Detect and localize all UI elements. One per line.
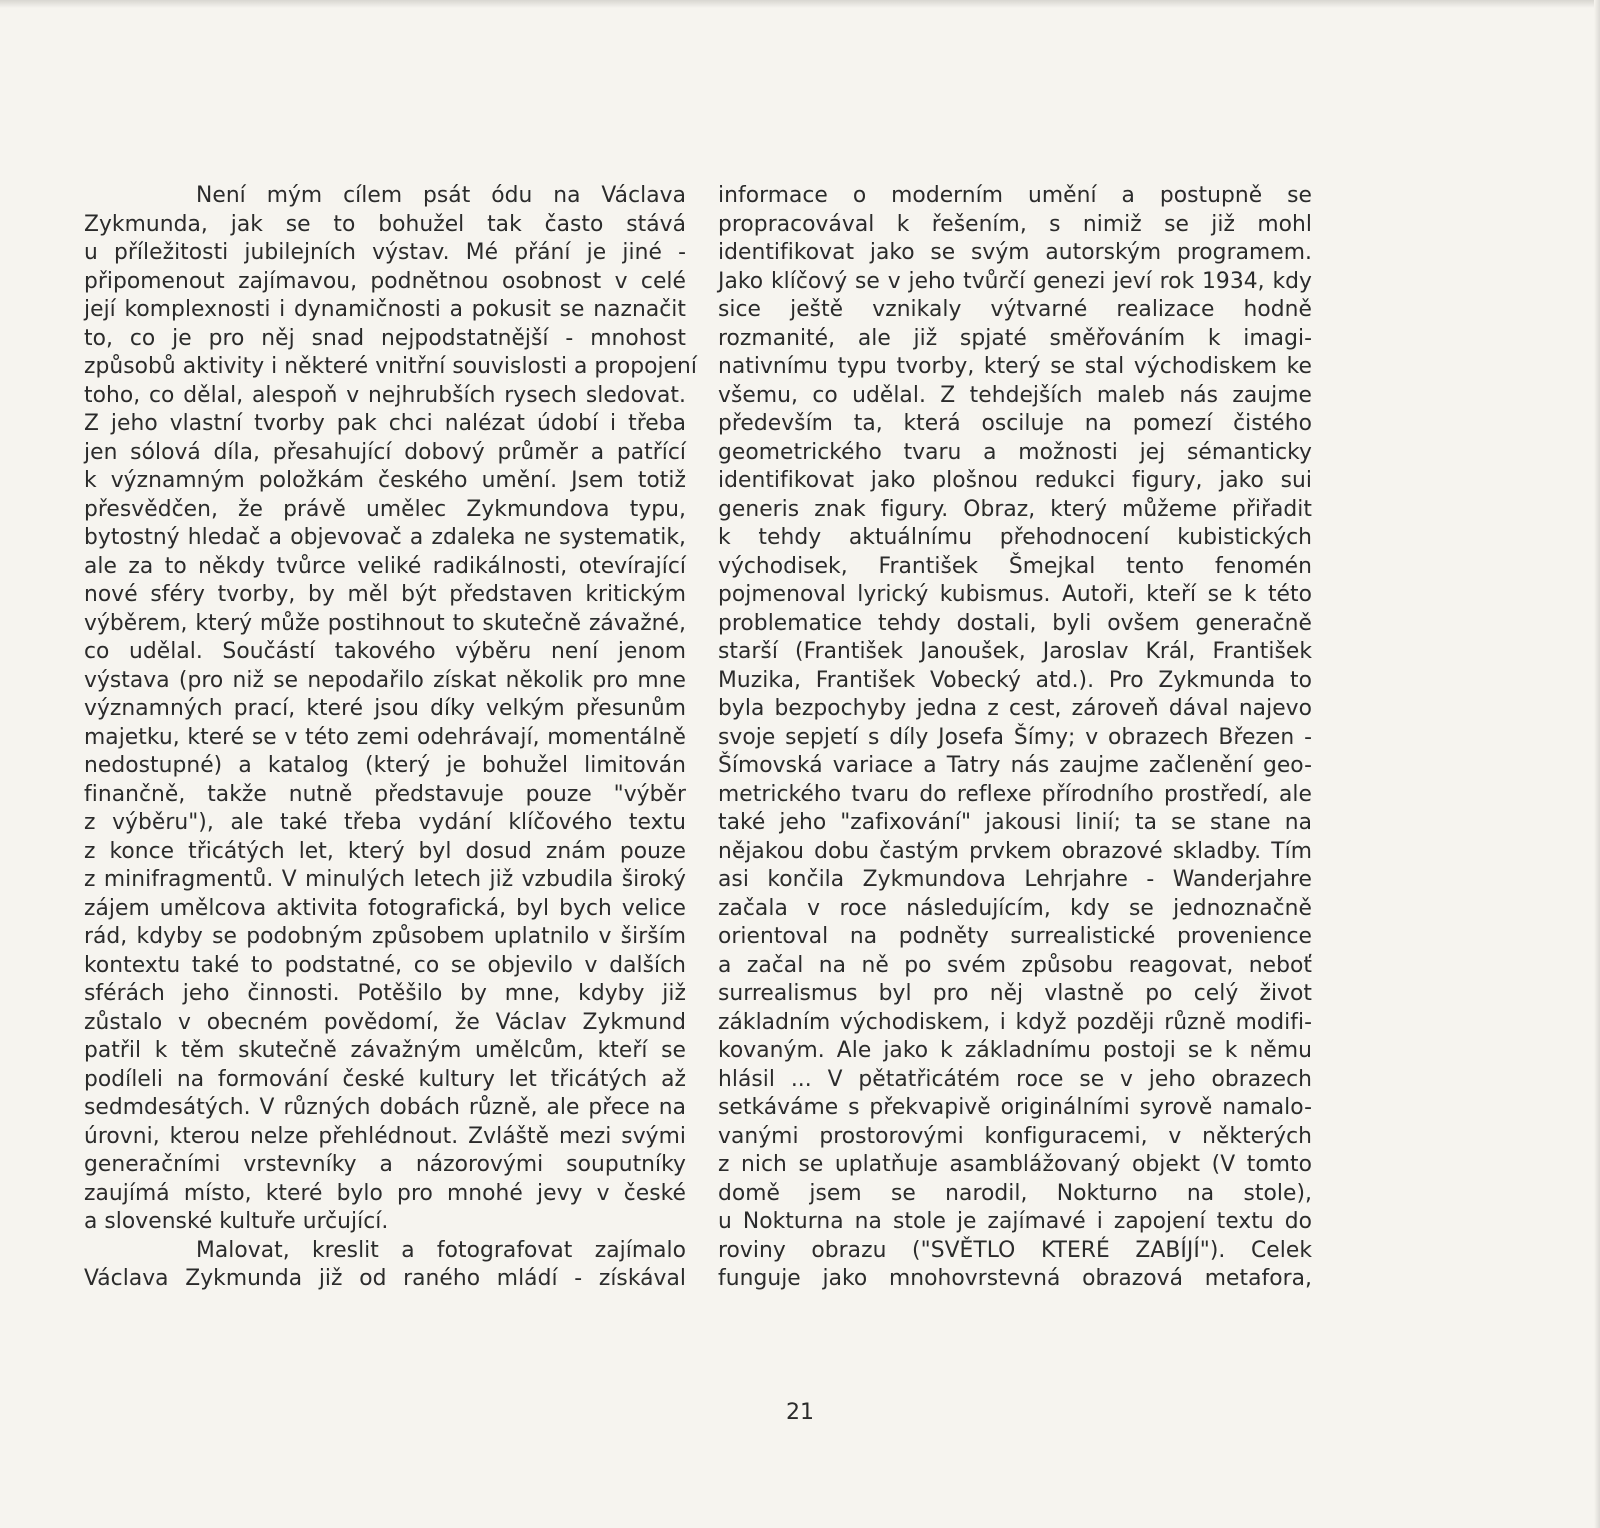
- text-line: starší (František Janoušek, Jaroslav Král, František: [718, 639, 1312, 664]
- text-line: nové sféry tvorby, by měl být představen kritickým: [84, 582, 686, 607]
- text-line: roviny obrazu ("SVĚTLO KTERÉ ZABÍJÍ"). Celek: [718, 1237, 1312, 1263]
- text-line: asi končila Zykmundova Lehrjahre - Wanderjahre: [718, 867, 1312, 892]
- text-line: co udělal. Součástí takového výběru není jenom: [84, 639, 686, 664]
- text-line: základním východiskem, i když později různě modifi-: [718, 1009, 1312, 1035]
- text-line: její komplexnosti i dynamičnosti a pokusit se naznačit: [84, 297, 686, 322]
- text-line: začala v roce následujícím, kdy se jednoznačně: [718, 895, 1312, 921]
- text-line: především ta, která osciluje na pomezí čistého: [718, 411, 1312, 436]
- text-line: to, co je pro něj snad nejpodstatnější - mnohost: [84, 325, 686, 351]
- text-line: kovaným. Ale jako k základnímu postoji se k němu: [718, 1038, 1312, 1063]
- text-line: Šímovská variace a Tatry nás zaujme začlenění geo-: [718, 753, 1312, 778]
- text-line: výstava (pro niž se nepodařilo získat několik pro mne: [84, 667, 686, 693]
- text-line: hlásil ... V pětatřicátém roce se v jeho obrazech: [718, 1066, 1312, 1092]
- text-line: přesvědčen, že právě umělec Zykmundova typu,: [84, 496, 686, 522]
- text-line: metrického tvaru do reflexe přírodního prostředí, ale: [718, 781, 1312, 807]
- text-line: vanými prostorovými konfiguracemi, v některých: [718, 1123, 1312, 1149]
- text-line: propracovával k řešením, s nimiž se již mohl: [718, 211, 1312, 237]
- text-line: z minifragmentů. V minulých letech již vzbudila široký: [84, 867, 686, 892]
- page-top-edge: [0, 0, 1600, 8]
- text-line: Václava Zykmunda již od raného mládí - získával: [84, 1266, 686, 1291]
- text-line: zůstalo v obecném povědomí, že Václav Zykmund: [84, 1009, 686, 1035]
- text-line: identifikovat jako plošnou redukci figury, jako sui: [718, 468, 1312, 493]
- text-line: geometrického tvaru a možnosti jej sémanticky: [718, 439, 1312, 465]
- text-line: generis znak figury. Obraz, který můžeme přiřadit: [718, 496, 1312, 522]
- text-line: toho, co dělal, alespoň v nejhrubších rysech sledovat.: [84, 382, 686, 408]
- page-right-edge: [1594, 0, 1600, 1528]
- text-line: také jeho "zafixování" jakousi linií; ta se stane na: [718, 810, 1312, 835]
- text-line: Jako klíčový se v jeho tvůrčí genezi jeví rok 1934, kdy: [718, 268, 1312, 294]
- text-line: u příležitosti jubilejních výstav. Mé přání je jiné -: [84, 240, 686, 265]
- text-line: orientoval na podněty surrealistické provenience: [718, 924, 1312, 949]
- text-line: Zykmunda, jak se to bohužel tak často stává: [84, 211, 686, 237]
- text-line: kontextu také to podstatné, co se objevilo v dalších: [84, 952, 686, 978]
- text-line: Není mým cílem psát ódu na Václava: [196, 183, 686, 208]
- text-line: připomenout zajímavou, podnětnou osobnost v celé: [84, 268, 686, 294]
- text-line: způsobů aktivity i některé vnitřní souvislosti a propojení: [84, 354, 698, 379]
- text-line: k tehdy aktuálnímu přehodnocení kubistických: [718, 525, 1312, 550]
- right-text-column: [718, 182, 1312, 1294]
- text-line: u Nokturna na stole je zajímavé i zapojení textu do: [718, 1209, 1312, 1234]
- text-line: všemu, co udělal. Z tehdejších maleb nás zaujme: [718, 382, 1312, 408]
- text-line: a začal na ně po svém způsobu reagovat, neboť: [718, 952, 1312, 978]
- text-line: patřil k těm skutečně závažným umělcům, kteří se: [84, 1038, 686, 1063]
- text-line: jen sólová díla, přesahující dobový průměr a patřící: [84, 439, 686, 465]
- text-line: úrovni, kterou nelze přehlédnout. Zvláště mezi svými: [84, 1123, 686, 1149]
- text-line: zájem umělcova aktivita fotografická, byl bych velice: [84, 895, 686, 921]
- text-line: výběrem, který může postihnout to skutečně závažné,: [84, 610, 686, 636]
- text-line: nějakou dobu častým prvkem obrazové skladby. Tím: [718, 838, 1312, 864]
- text-line: Malovat, kreslit a fotografovat zajímalo: [196, 1237, 686, 1263]
- text-line: nedostupné) a katalog (který je bohužel limitován: [84, 753, 686, 778]
- text-line: rozmanité, ale již spjaté směřováním k imagi-: [718, 325, 1312, 351]
- text-line: sice ještě vznikaly výtvarné realizace hodně: [718, 297, 1312, 322]
- text-line: bytostný hledač a objevovač a zdaleka ne systematik,: [84, 525, 686, 550]
- text-line: ale za to někdy tvůrce veliké radikálnosti, otevírající: [84, 553, 686, 579]
- text-line: zaujímá místo, které bylo pro mnohé jevy v české: [84, 1180, 686, 1206]
- text-line: z výběru"), ale také třeba vydání klíčového textu: [84, 810, 686, 835]
- text-line: nativnímu typu tvorby, který se stal východiskem ke: [718, 354, 1312, 379]
- text-line: problematice tehdy dostali, byli ovšem generačně: [718, 610, 1312, 636]
- text-line: surrealismus byl pro něj vlastně po celý život: [718, 981, 1312, 1006]
- left-text-column: [84, 182, 698, 1294]
- text-line: podíleli na formování české kultury let třicátých až: [84, 1066, 686, 1092]
- text-line: funguje jako mnohovrstevná obrazová metafora,: [718, 1266, 1312, 1291]
- text-line: domě jsem se narodil, Nokturno na stole),: [718, 1180, 1312, 1206]
- text-line: východisek, František Šmejkal tento fenomén: [718, 553, 1312, 579]
- text-line: a slovenské kultuře určující.: [84, 1209, 389, 1234]
- text-line: finančně, takže nutně představuje pouze "výběr: [84, 781, 686, 807]
- text-line: informace o moderním umění a postupně se: [718, 183, 1312, 208]
- text-line: významných prací, které jsou díky velkým přesunům: [84, 696, 686, 721]
- text-line: svoje sepjetí s díly Josefa Šímy; v obrazech Březen -: [718, 724, 1312, 750]
- text-line: identifikovat jako se svým autorským programem.: [718, 240, 1312, 265]
- text-line: setkáváme s překvapivě originálními syrově namalo-: [718, 1095, 1312, 1120]
- text-line: z konce třicátých let, který byl dosud znám pouze: [84, 838, 686, 864]
- text-line: Muzika, František Vobecký atd.). Pro Zykmunda to: [718, 667, 1312, 693]
- text-line: generačními vrstevníky a názorovými souputníky: [84, 1152, 686, 1177]
- text-line: majetku, které se v této zemi odehrávají, momentálně: [84, 724, 686, 750]
- text-line: sedmdesátých. V různých dobách různě, ale přece na: [84, 1095, 686, 1120]
- page-number: 21: [786, 1400, 814, 1425]
- text-line: Z jeho vlastní tvorby pak chci nalézat údobí i třeba: [84, 411, 686, 436]
- text-line: rád, kdyby se podobným způsobem uplatnilo v širším: [84, 924, 686, 949]
- text-line: z nich se uplatňuje asamblážovaný objekt (V tomto: [718, 1152, 1312, 1177]
- text-line: pojmenoval lyrický kubismus. Autoři, kteří se k této: [718, 582, 1312, 607]
- text-line: byla bezpochyby jedna z cest, zároveň dával najevo: [718, 696, 1312, 721]
- text-line: sférách jeho činnosti. Potěšilo by mne, kdyby již: [84, 981, 686, 1006]
- text-line: k významným položkám českého umění. Jsem totiž: [84, 468, 686, 493]
